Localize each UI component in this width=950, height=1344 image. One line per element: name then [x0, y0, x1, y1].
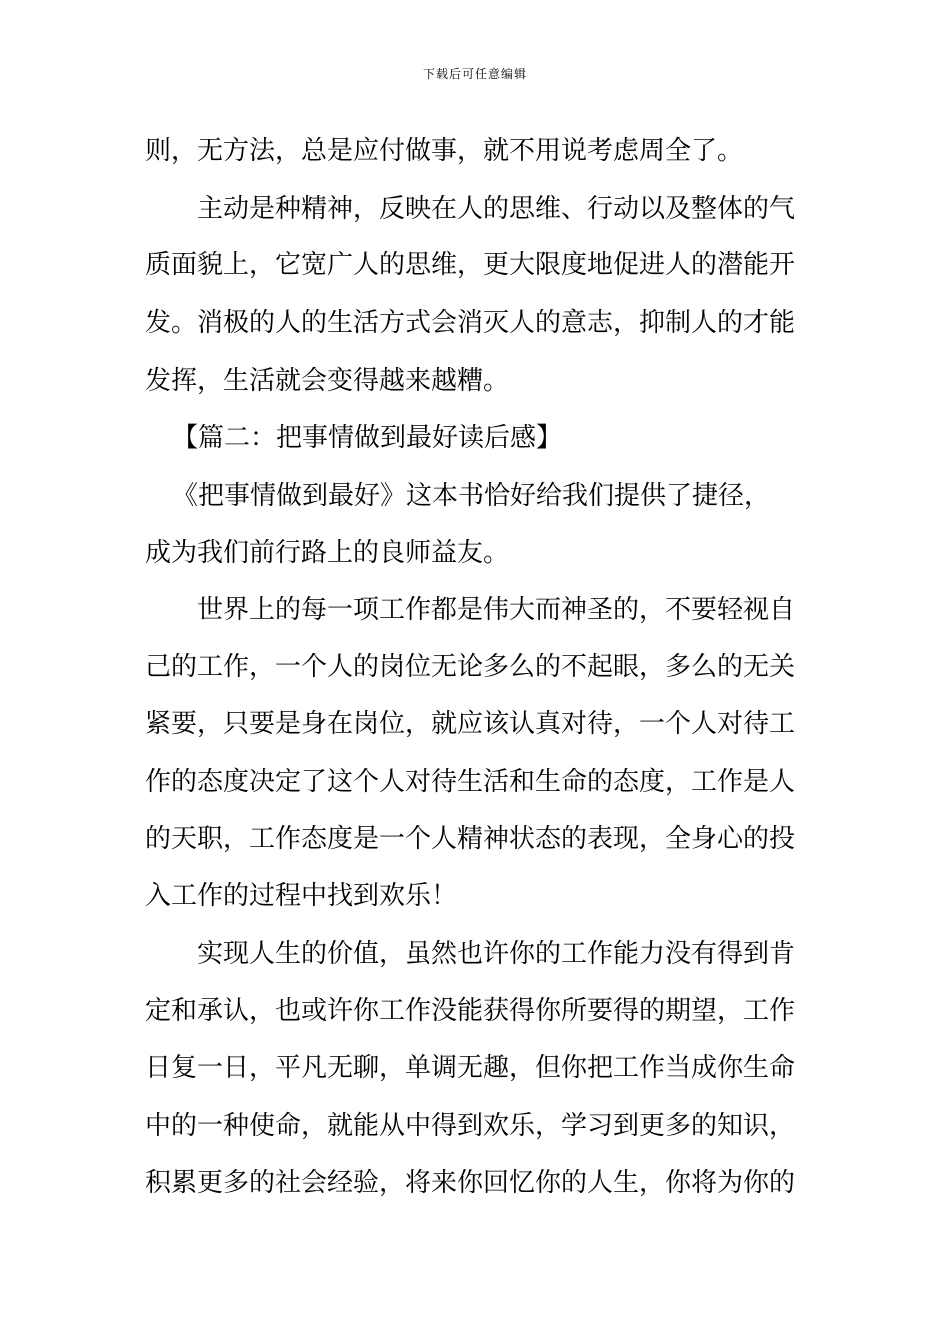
paragraph-first-line: 世界上的每一项工作都是伟大而神圣的，不要轻视自	[197, 595, 796, 625]
text-line: 则，无方法，总是应付做事，就不用说考虑周全了。	[145, 136, 744, 166]
page-header: 下载后可任意编辑	[422, 67, 527, 81]
text-line: 质面貌上，它宽广人的思维，更大限度地促进人的潜能开	[145, 250, 796, 280]
text-line: 成为我们前行路上的良师益友。	[145, 538, 510, 568]
text-line: 的天职，工作态度是一个人精神状态的表现，全身心的投	[145, 824, 796, 854]
text-line: 紧要，只要是身在岗位，就应该认真对待，一个人对待工	[145, 709, 796, 739]
section-heading: 【篇二：把事情做到最好读后感】	[172, 423, 563, 453]
paragraph-first-line: 实现人生的价值，虽然也许你的工作能力没有得到肯	[197, 939, 796, 969]
paragraph-first-line: 主动是种精神，反映在人的思维、行动以及整体的气	[197, 194, 796, 224]
text-line: 己的工作，一个人的岗位无论多么的不起眼，多么的无关	[145, 652, 796, 682]
text-line: 发挥，生活就会变得越来越糟。	[145, 366, 510, 396]
text-line: 入工作的过程中找到欢乐！	[145, 881, 458, 911]
paragraph-first-line: 《把事情做到最好》这本书恰好给我们提供了捷径，	[172, 481, 771, 511]
text-line: 定和承认，也或许你工作没能获得你所要得的期望，工作	[145, 996, 796, 1026]
text-line: 积累更多的社会经验，将来你回忆你的人生，你将为你的	[145, 1168, 796, 1198]
text-line: 作的态度决定了这个人对待生活和生命的态度，工作是人	[145, 767, 796, 797]
text-line: 日复一日，平凡无聊，单调无趣，但你把工作当成你生命	[145, 1053, 796, 1083]
text-line: 中的一种使命，就能从中得到欢乐，学习到更多的知识，	[145, 1111, 796, 1141]
text-line: 发。消极的人的生活方式会消灭人的意志，抑制人的才能	[145, 308, 796, 338]
